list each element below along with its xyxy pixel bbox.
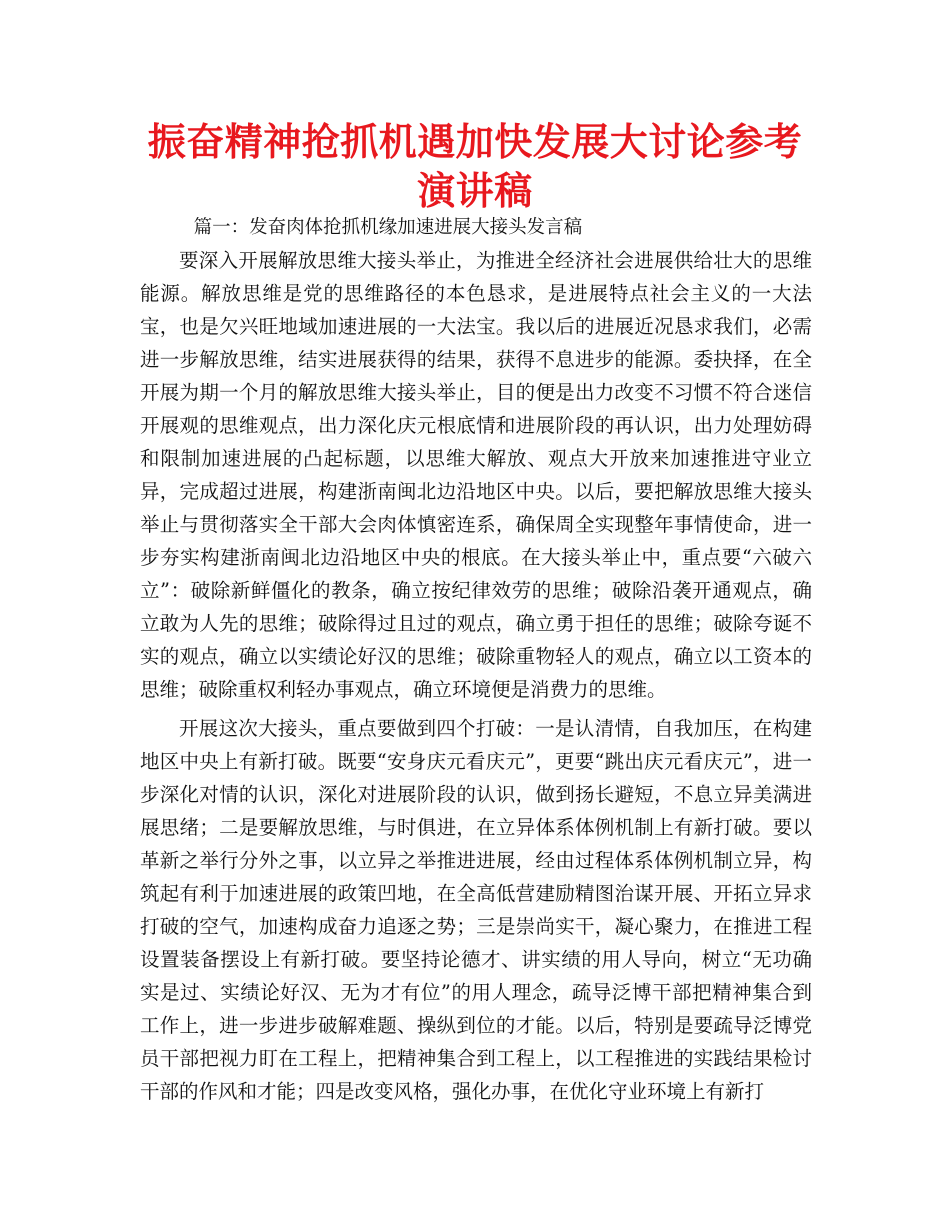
- body-paragraph-2: 开展这次大接头，重点要做到四个打破：一是认清情，自我加压，在构建地区中央上有新打破。既要“安身庆元看庆元”，更要“跳出庆元看庆元”，进一步深化对情的认识，深化对进展阶段的认识，做到扬长避短，不息立异美满进展思绪；二是要解放思维，与时俱进，在立异体系体例机制上有新打破。要以革新之举行分外之事，以立异之举推进进展，经由过程体系体例机制立异，构筑起有利于加速进展的政策凹地，在全高低营建励精图治谋开展、开拓立异求打破的空气，加速构成奋力追逐之势；三是崇尚实干，凝心聚力，在推进工程设置装备摆设上有新打破。要坚持论德才、讲实绩的用人导向，树立“无功确实是过、实绩论好汉、无为才有位”的用人理念，疏导泛博干部把精神集合到工作上，进一步进步破解难题、操纵到位的才能。以后，特别是要疏导泛博党员干部把视力盯在工程上，把精神集合到工程上，以工程推进的实践结果检讨干部的作风和才能；四是改变风格，强化办事，在优化守业环境上有新打: [140, 717, 812, 1103]
- document-body: [140, 211, 812, 1114]
- document-title: 振奋精神抢抓机遇加快发展大讨论参考演讲稿: [147, 120, 803, 213]
- body-paragraph-1: 要深入开展解放思维大接头举止，为推进全经济社会进展供给壮大的思维能源。解放思维是党的思维路径的本色恳求，是进展特点社会主义的一大法宝，也是欠兴旺地域加速进展的一大法宝。我以后的进展近况恳求我们，必需进一步解放思维，结实进展获得的结果，获得不息进步的能源。委抉择，在全开展为期一个月的解放思维大接头举止，目的便是出力改变不习惯不符合迷信开展观的思维观点，出力深化庆元根底情和进展阶段的再认识，出力处理妨碍和限制加速进展的凸起标题，以思维大解放、观点大开放来加速推进守业立异，完成超过进展，构建浙南闽北边沿地区中央。以后，要把解放思维大接头举止与贯彻落实全干部大会肉体慎密连系，确保周全实现整年事情使命，进一步夯实构建浙南闽北边沿地区中央的根底。在大接头举止中，重点要“六破六立”：破除新鲜僵化的教条，确立按纪律效劳的思维；破除沿袭开通观点，确立敢为人先的思维；破除得过且过的观点，确立勇于担任的思维；破除夸诞不实的观点，确立以实绩论好汉的思维；破除重物轻人的观点，确立以工资本的思维；破除重权利轻办事观点，确立环境便是消费力的思维。: [140, 249, 812, 701]
- section-heading: 篇一：发奋肉体抢抓机缘加速进展大接头发言稿: [193, 217, 583, 238]
